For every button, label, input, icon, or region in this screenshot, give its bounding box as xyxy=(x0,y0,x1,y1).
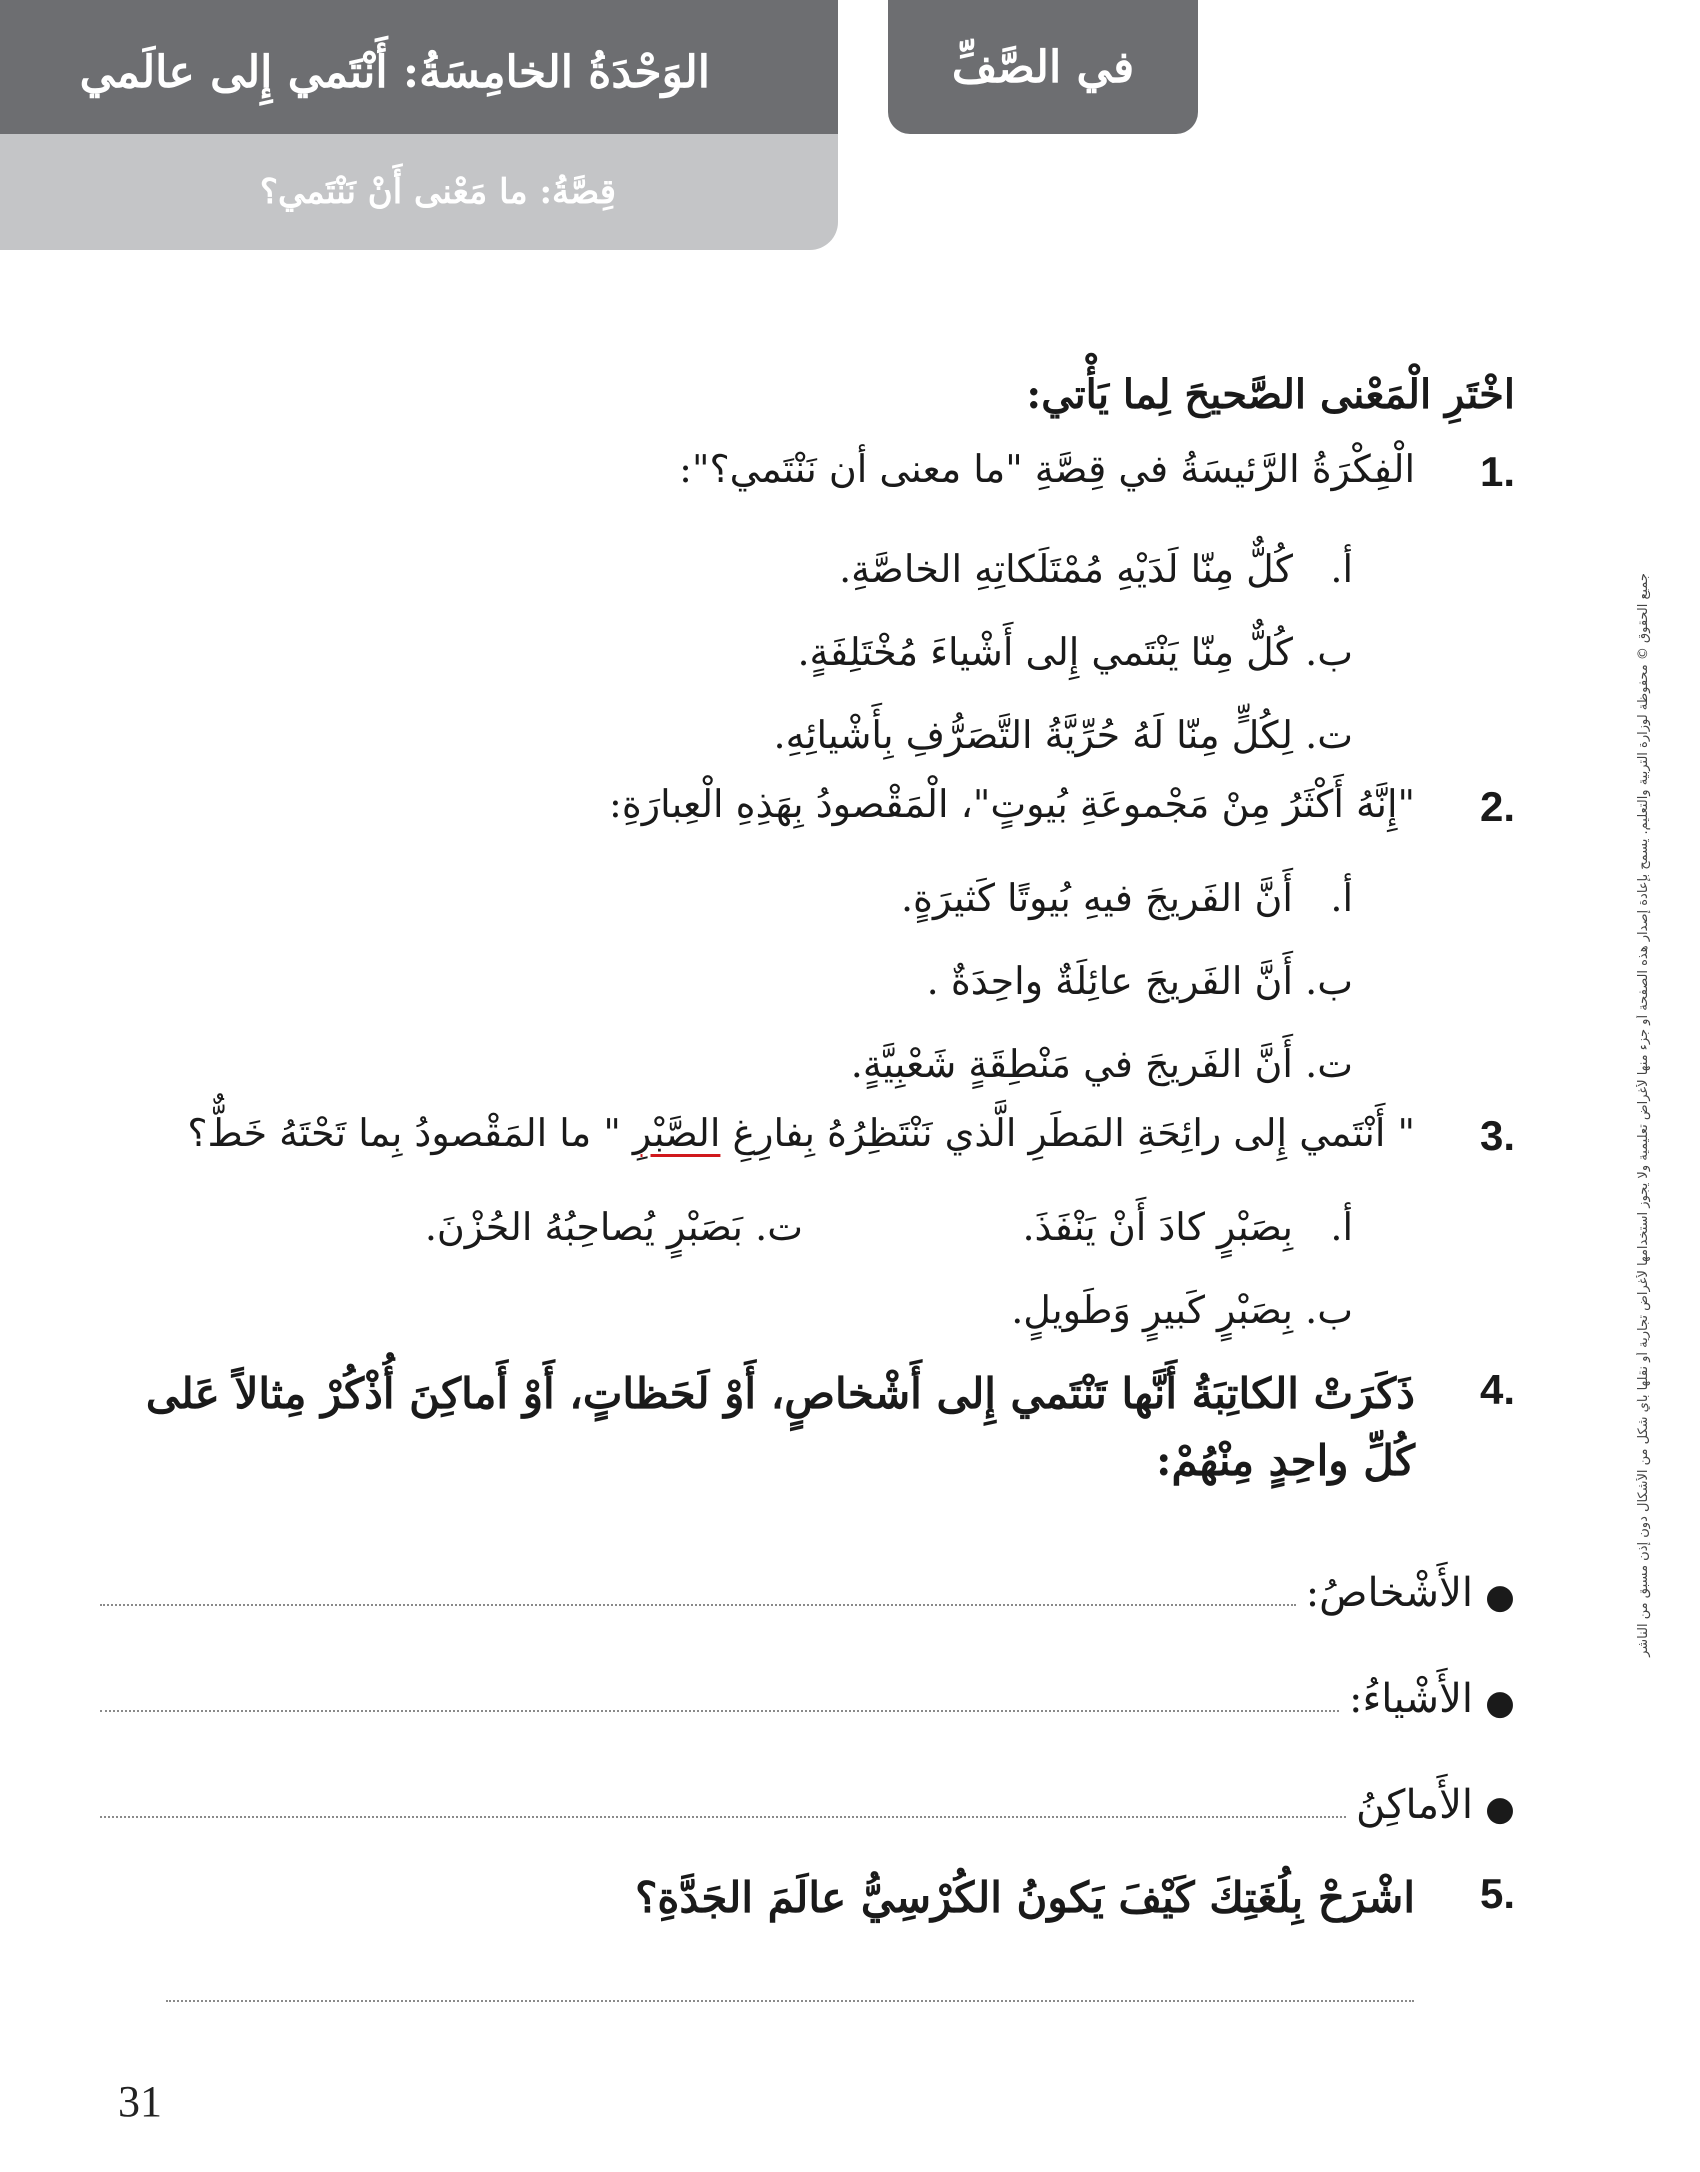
option-b[interactable] xyxy=(100,940,1353,1023)
section-tab-in-class xyxy=(888,0,1198,134)
question-text-part: " أَنْتَمي إِلى رائِحَةِ المَطَرِ الَّذي نَنْتَظِرُهُ بِفارِغِ xyxy=(720,1111,1415,1155)
options-list xyxy=(100,857,1415,1106)
options-list xyxy=(100,528,1415,777)
question-text-part: " ما المَقْصودُ بِما تَحْتَهُ خَطٌّ؟ xyxy=(187,1111,633,1155)
option-b[interactable] xyxy=(100,611,1353,694)
option-text: أَنَّ الفَريجَ فيهِ بُيوتًا كَثيرَةٍ. xyxy=(900,876,1293,920)
answer-line[interactable] xyxy=(100,1604,1296,1606)
option-text: أَنَّ الفَريجَ في مَنْطِقَةٍ شَعْبِيَّةٍ. xyxy=(850,1042,1293,1086)
answer-label: الأَشْياءُ: xyxy=(1349,1676,1473,1723)
question-2 xyxy=(100,777,1515,1106)
question-number: 1. xyxy=(1479,448,1515,495)
copyright-note: جميع الحقوق © محفوظة لوزارة التربية والتعليم. يسمح بإعادة إصدار هذه الصفحة أو جزء منها لأغراض تعليمية ولا يجوز استخدامها لأغراض تجارية أو نقلها بأي شكل من الأشكال دون إذن مسبق من الناشر xyxy=(1636,573,1651,1657)
bullet-icon: ● xyxy=(1485,1789,1515,1830)
answer-label: الأَشْخاصُ: xyxy=(1305,1570,1473,1617)
answer-line[interactable] xyxy=(100,1710,1339,1712)
question-3 xyxy=(100,1106,1515,1352)
question-text: الْفِكْرَةُ الرَّئيسَةُ في قِصَّةِ "ما معنى أن نَنْتَمي؟": xyxy=(679,447,1415,491)
question-4 xyxy=(100,1360,1515,1494)
option-text: كُلٌّ مِنّا يَنْتَمي إِلى أَشْياءَ مُخْتَلِفَةٍ. xyxy=(797,630,1293,674)
question-number: 3. xyxy=(1479,1112,1515,1159)
option-letter: ت. xyxy=(1305,713,1353,757)
page-number: 31 xyxy=(118,2077,162,2126)
answer-label: الأَماكِنُ xyxy=(1355,1782,1473,1829)
option-text: بِصَبْرٍ كَبيرٍ وَطَويلٍ. xyxy=(1011,1288,1293,1332)
unit-title: الوَحْدَةُ الخامِسَةُ: أَنْتَمي إِلى عالَمي xyxy=(79,46,710,98)
lesson-title-banner xyxy=(0,134,838,250)
option-a[interactable] xyxy=(973,1186,1353,1269)
underlined-word: الصَّبْرِ xyxy=(632,1111,721,1155)
answer-row-places xyxy=(100,1728,1515,1834)
worksheet-content xyxy=(100,330,1515,1932)
option-letter: ب. xyxy=(1305,630,1353,674)
option-a[interactable] xyxy=(100,528,1353,611)
question-number: 2. xyxy=(1479,783,1515,830)
question-text: اشْرَحْ بِلُغَتِكَ كَيْفَ يَكونُ الكُرْسِيُّ عالَمَ الجَدَّةِ؟ xyxy=(635,1873,1415,1923)
option-t[interactable] xyxy=(423,1186,803,1269)
answer-row-things xyxy=(100,1622,1515,1728)
option-letter: ت. xyxy=(1305,1042,1353,1086)
question-text: "إِنَّهُ أَكْثَرُ مِنْ مَجْموعَةِ بُيوتٍ"، الْمَقْصودُ بِهَذِهِ الْعِبارَةِ: xyxy=(609,782,1415,826)
bullet-icon: ● xyxy=(1485,1577,1515,1618)
question-number: 4. xyxy=(1479,1366,1515,1413)
lesson-title: قِصَّةُ: ما مَعْنى أَنْ نَنْتَمي؟ xyxy=(259,172,616,212)
section-tab-label: في الصَّفِّ xyxy=(951,41,1135,93)
option-t[interactable] xyxy=(100,1023,1353,1106)
option-letter: أ. xyxy=(1330,1205,1353,1249)
instruction: اخْتَرِ الْمَعْنى الصَّحيحَ لِما يَأْتي: xyxy=(1026,371,1515,418)
option-letter: أ. xyxy=(1330,547,1353,591)
option-b[interactable] xyxy=(100,1269,1353,1352)
option-letter: أ. xyxy=(1330,876,1353,920)
option-text: أَنَّ الفَريجَ عائِلَةٌ واحِدَةٌ . xyxy=(926,959,1293,1003)
options-list xyxy=(100,1186,1415,1352)
option-t[interactable] xyxy=(100,694,1353,777)
option-letter: ت. xyxy=(755,1205,803,1249)
answer-line-q5[interactable] xyxy=(166,2000,1414,2002)
question-1 xyxy=(100,442,1515,777)
option-letter: ب. xyxy=(1305,1288,1353,1332)
option-text: كُلٌّ مِنّا لَدَيْهِ مُمْتَلَكاتِهِ الخاصَّةِ. xyxy=(839,547,1293,591)
question-text: ذَكَرَتْ الكاتِبَةُ أَنَّها تَنْتَمي إِلى أَشْخاصٍ، أَوْ لَحَظاتٍ، أَوْ أَماكِنَ أُذْكُرْ مِثالاً عَلى كُلِّ واحِدٍ مِنْهُمْ: xyxy=(145,1369,1415,1486)
answer-bullets xyxy=(100,1516,1515,1834)
options-row xyxy=(100,1186,1353,1269)
option-a[interactable] xyxy=(100,857,1353,940)
question-text xyxy=(100,1106,1415,1186)
option-text: بِصَبْرٍ كادَ أَنْ يَنْفَذَ. xyxy=(1022,1205,1293,1249)
answer-line[interactable] xyxy=(100,1816,1346,1818)
question-number: 5. xyxy=(1479,1870,1515,1918)
question-5 xyxy=(100,1864,1515,1931)
option-letter: ب. xyxy=(1305,959,1353,1003)
option-text: بَصَبْرٍ يُصاحِبُهُ الحُزْنَ. xyxy=(424,1205,743,1249)
option-text: لِكُلٍّ مِنّا لَهُ حُرِّيَّةُ التَّصَرُّفِ بِأَشْيائِهِ. xyxy=(773,713,1293,757)
bullet-icon: ● xyxy=(1485,1683,1515,1724)
answer-row-people xyxy=(100,1516,1515,1622)
unit-title-banner xyxy=(0,0,838,134)
